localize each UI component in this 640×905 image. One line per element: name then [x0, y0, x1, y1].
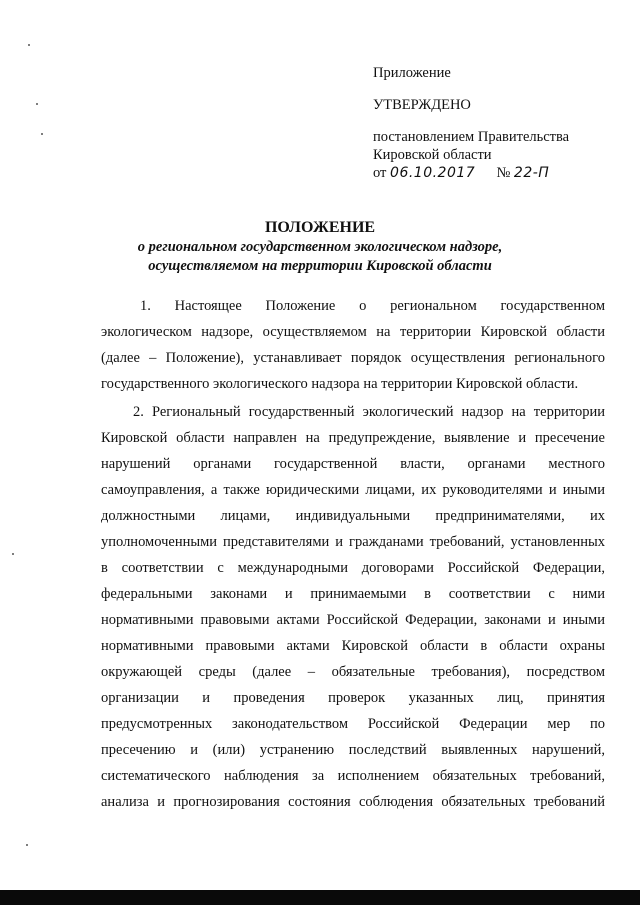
- handwritten-date: 06.10.2017: [390, 165, 476, 181]
- p2-line: нормативными правовыми актами Российской Федерации, законами и иными: [101, 612, 605, 628]
- scan-speck: [12, 553, 14, 555]
- appendix-label: Приложение: [373, 65, 451, 81]
- date-prefix: от: [373, 165, 387, 181]
- approved-label: УТВЕРЖДЕНО: [373, 97, 471, 113]
- p2-line: федеральными законами и принимаемыми в соответствии с ними: [101, 586, 605, 602]
- p2-line: уполномоченными представителями и гражданами требований, установленных: [101, 534, 605, 550]
- document-subtitle-line-2: осуществляемом на территории Кировской области: [148, 258, 492, 274]
- p2-line: должностными лицами, индивидуальными предпринимателями, их: [101, 508, 605, 524]
- scan-speck: [41, 133, 43, 135]
- decree-line-1: постановлением Правительства: [373, 129, 570, 145]
- document-title: ПОЛОЖЕНИЕ: [264, 219, 376, 236]
- p2-line: самоуправления, а также юридическими лицами, их руководителями и иными: [101, 482, 605, 498]
- scan-bottom-edge: [0, 890, 640, 905]
- p2-line: предусмотренных законодательством Российской Федерации мер по: [101, 716, 605, 732]
- scan-speck: [28, 44, 30, 46]
- p2-line: пресечению и (или) устранению последствий выявленных нарушений,: [101, 742, 605, 758]
- scan-speck: [36, 103, 38, 105]
- handwritten-number: 22-П: [513, 165, 550, 181]
- p2-line: 2. Региональный государственный экологический надзор на территории: [133, 404, 605, 420]
- p2-line: нарушений органами государственной власти, органами местного: [101, 456, 605, 472]
- p2-line: окружающей среды (далее – обязательные требования), посредством: [101, 664, 605, 680]
- scan-speck: [26, 844, 28, 846]
- document-subtitle-line-1: о региональном государственном экологическом надзоре,: [137, 239, 503, 255]
- p2-line: Кировской области направлен на предупреждение, выявление и пресечение: [101, 430, 605, 446]
- decree-date-line: [373, 164, 549, 182]
- p2-line: в соответствии с международными договорами Российской Федерации,: [101, 560, 605, 576]
- number-prefix: №: [496, 165, 511, 181]
- decree-line-2: Кировской области: [373, 147, 492, 163]
- p2-line: анализа и прогнозирования состояния соблюдения обязательных требований: [101, 794, 605, 810]
- p2-line: нормативными правовыми актами Кировской области в области охраны: [101, 638, 605, 654]
- p2-line: систематического наблюдения за исполнением обязательных требований,: [101, 768, 605, 784]
- p1-line: 1. Настоящее Положение о региональном государственном: [140, 298, 605, 314]
- p1-line: (далее – Положение), устанавливает порядок осуществления регионального: [101, 350, 605, 366]
- p2-line: организации и проведения проверок указанных лиц, принятия: [101, 690, 605, 706]
- p1-line: экологическом надзоре, осуществляемом на территории Кировской области: [101, 324, 605, 340]
- p1-line: государственного экологического надзора на территории Кировской области.: [101, 376, 579, 392]
